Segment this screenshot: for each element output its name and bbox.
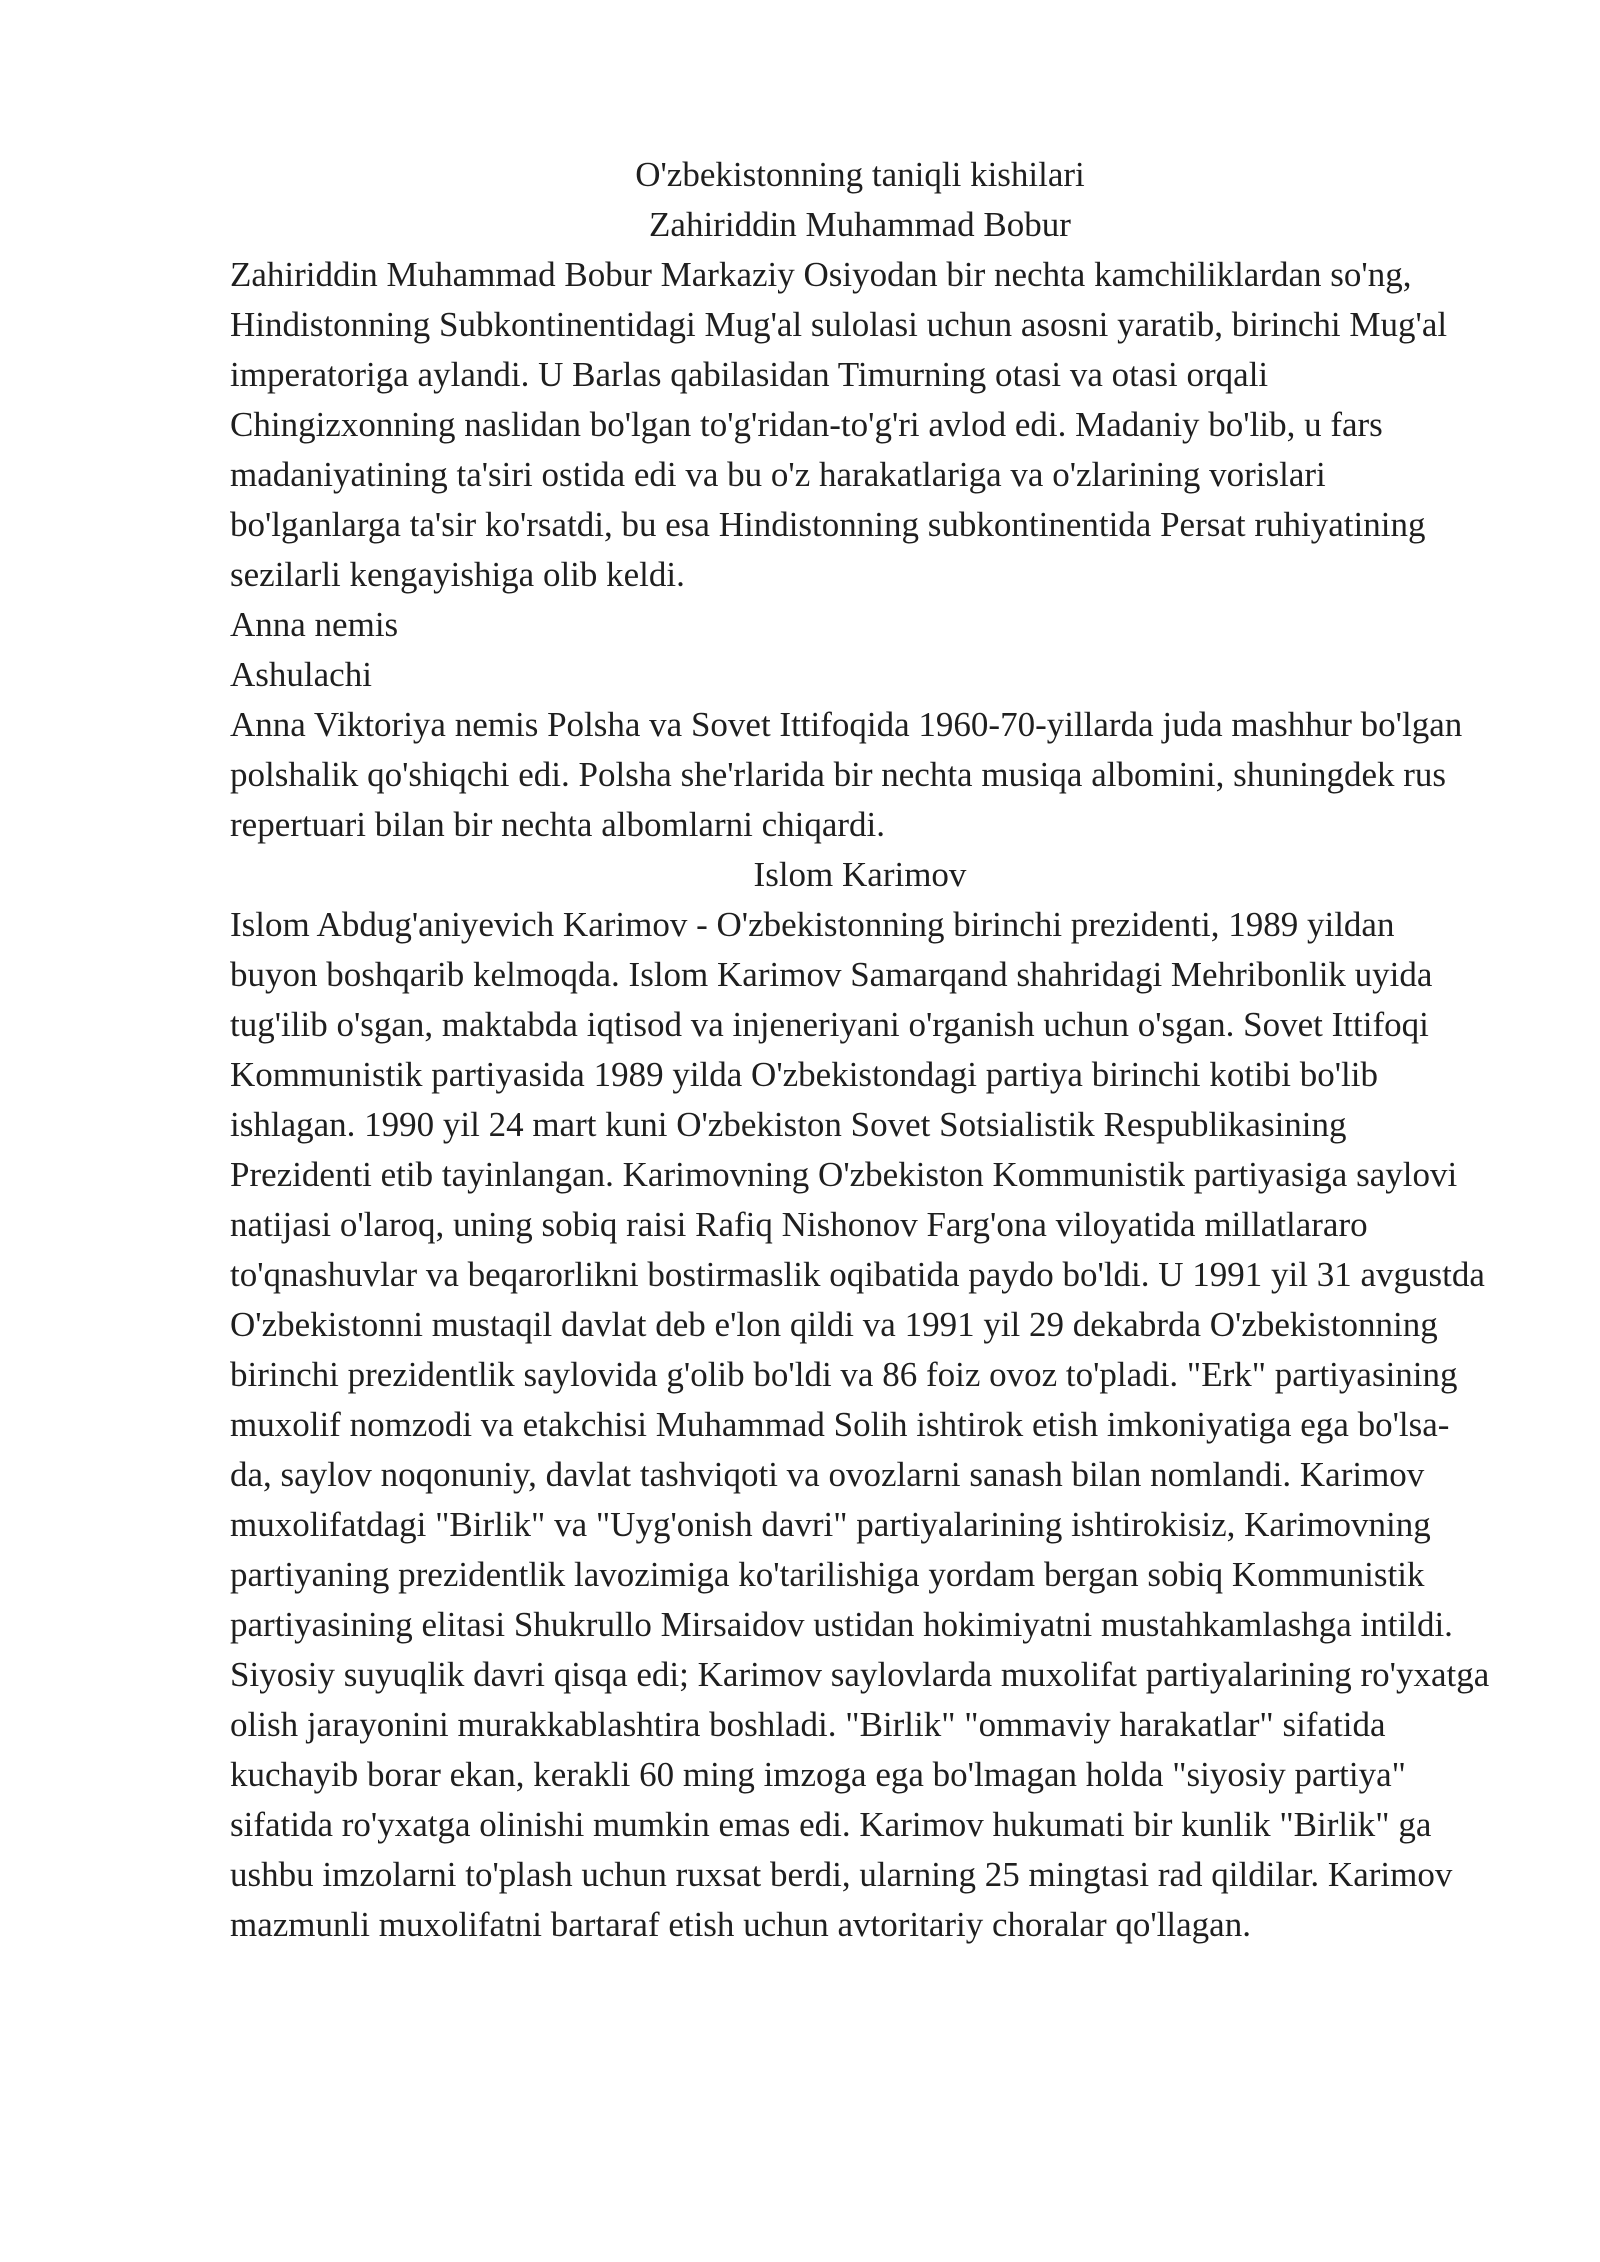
section-heading-karimov: Islom Karimov: [753, 855, 967, 894]
section-body-karimov: Islom Abdug'aniyevich Karimov - O'zbekistonning birinchi prezidenti, 1989 yildan buyon boshqarib kelmoqda. Islom Karimov Samarqand shahridagi Mehribonlik uyida tug'ilib o'sgan, maktabda iqtisod va injeneriyani o'rganish uchun o'sgan. Sovet Ittifoqi Kommunistik partiyasida 1989 yilda O'zbekistondagi partiya birinchi kotibi bo'lib ishlagan. 1990 yil 24 mart kuni O'zbekiston Sovet Sotsialistik Respublikasining Prezidenti etib tayinlangan. Karimovning O'zbekiston Kommunistik partiyasiga saylovi natijasi o'laroq, uning sobiq raisi Rafiq Nishonov Farg'ona viloyatida millatlararo to'qnashuvlar va beqarorlikni bostirmaslik oqibatida paydo bo'ldi. U 1991 yil 31 avgustda O'zbekistonni mustaqil davlat deb e'lon qildi va 1991 yil 29 dekabrda O'zbekistonning birinchi prezidentlik saylovida g'olib bo'ldi va 86 foiz ovoz to'pladi. "Erk" partiyasining muxolif nomzodi va etakchisi Muhammad Solih ishtirok etish imkoniyatiga ega bo'lsa-da, saylov noqonuniy, davlat tashviqoti va ovozlarni sanash bilan nomlandi. Karimov muxolifatdagi "Birlik" va "Uyg'onish davri" partiyalarining ishtirokisiz, Karimovning partiyaning prezidentlik lavozimiga ko'tarilishiga yordam bergan sobiq Kommunistik partiyasining elitasi Shukrullo Mirsaidov ustidan hokimiyatni mustahkamlashga intildi. Siyosiy suyuqlik davri qisqa edi; Karimov saylovlarda muxolifat partiyalarining ro'yxatga olish jarayonini murakkablashtira boshladi. "Birlik" "ommaviy harakatlar" sifatida kuchayib borar ekan, kerakli 60 ming imzoga ega bo'lmagan holda "siyosiy partiya" sifatida ro'yxatga olinishi mumkin emas edi. Karimov hukumati bir kunlik "Birlik" ga ushbu imzolarni to'plash uchun ruxsat berdi, ularning 25 mingtasi rad qildilar. Karimov mazmunli muxolifatni bartaraf etish uchun avtoritariy choralar qo'llagan.: [230, 905, 1490, 1944]
document-title: O'zbekistonning taniqli kishilari: [635, 155, 1085, 194]
section-role-anna: Ashulachi: [230, 655, 372, 694]
section-body-anna: Anna Viktoriya nemis Polsha va Sovet Ittifoqida 1960-70-yillarda juda mashhur bo'lgan polshalik qo'shiqchi edi. Polsha she'rlarida bir nechta musiqa albomini, shuningdek rus repertuari bilan bir nechta albomlarni chiqardi.: [230, 705, 1463, 844]
section-name-anna: Anna nemis: [230, 605, 399, 644]
section-body-bobur: Zahiriddin Muhammad Bobur Markaziy Osiyodan bir nechta kamchiliklardan so'ng, Hindistonning Subkontinentidagi Mug'al sulolasi uchun asosni yaratib, birinchi Mug'al imperatoriga aylandi. U Barlas qabilasidan Timurning otasi va otasi orqali Chingizxonning naslidan bo'lgan to'g'ridan-to'g'ri avlod edi. Madaniy bo'lib, u fars madaniyatining ta'siri ostida edi va bu o'z harakatlariga va o'zlarining vorislari bo'lganlarga ta'sir ko'rsatdi, bu esa Hindistonning subkontinentida Persat ruhiyatining sezilarli kengayishiga olib keldi.: [230, 255, 1448, 594]
document-page: [230, 150, 1490, 1950]
section-heading-bobur: Zahiriddin Muhammad Bobur: [649, 205, 1071, 244]
